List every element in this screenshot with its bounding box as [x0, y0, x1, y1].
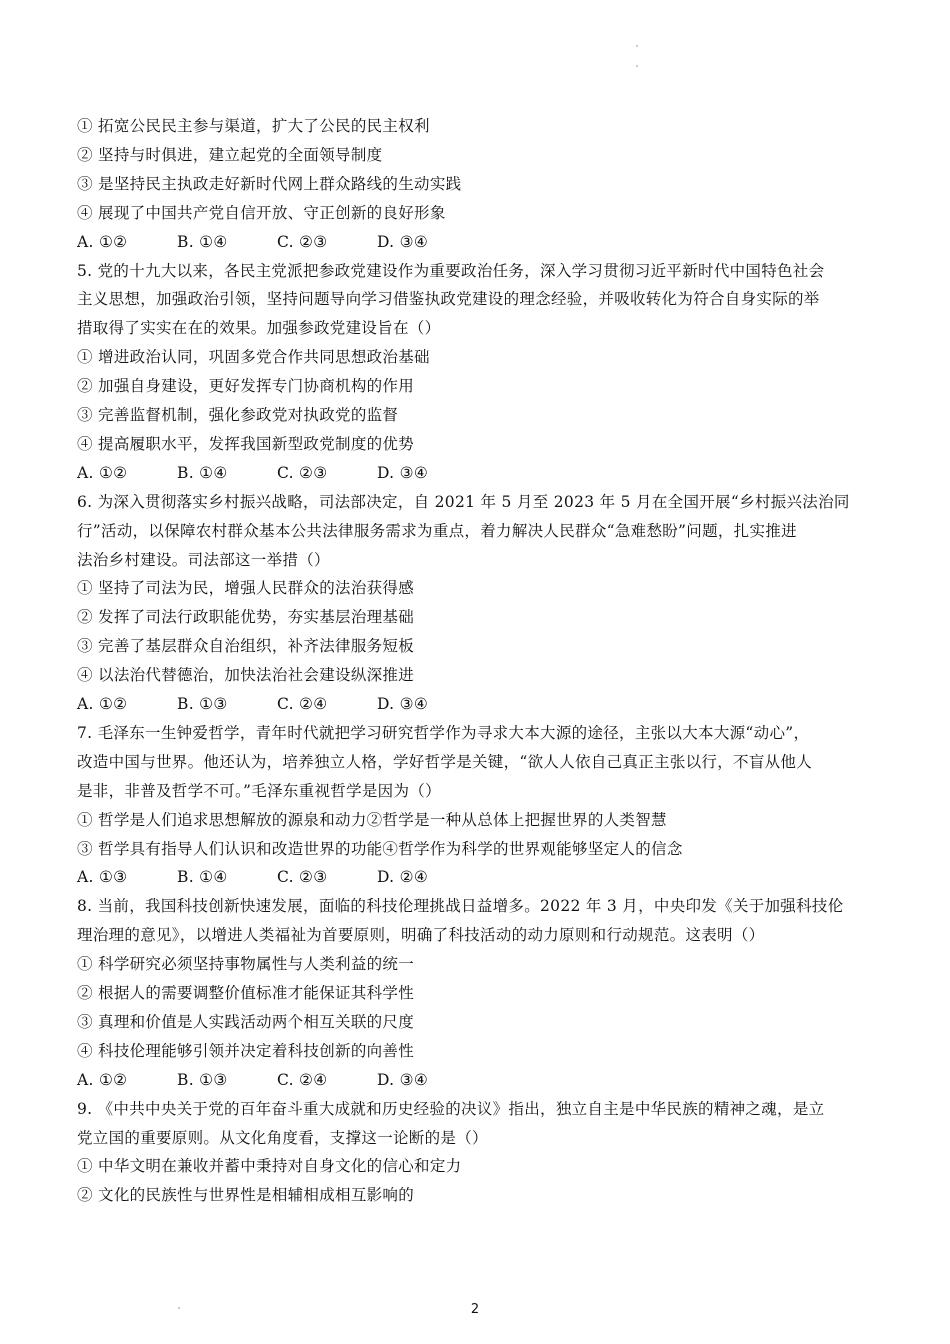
- text-line: 5. 党的十九大以来，各民主党派把参政党建设作为重要政治任务，深入学习贯彻习近平新时代中国特色社会: [77, 261, 825, 280]
- text-line: ④ 提高履职水平，发挥我国新型政党制度的优势: [77, 434, 415, 453]
- text-line: ③ 哲学具有指导人们认识和改造世界的功能④哲学作为科学的世界观能够坚定人的信念: [77, 839, 683, 858]
- answer-option: B. ①③: [177, 1070, 228, 1089]
- text-line: ① 坚持了司法为民，增强人民群众的法治获得感: [77, 579, 415, 598]
- answer-option: A. ①②: [77, 695, 128, 713]
- answer-options: [77, 228, 877, 257]
- answer-options: [77, 459, 877, 488]
- scan-speck: [636, 65, 638, 67]
- text-line: 8. 当前，我国科技创新快速发展，面临的科技伦理挑战日益增多。2022 年 3 月，中央印发《关于加强科技伦: [77, 897, 844, 916]
- answer-option: C. ②④: [277, 1070, 328, 1089]
- text-line: ① 拓宽公民民主参与渠道，扩大了公民的民主权利: [77, 117, 430, 135]
- text-line: ④ 展现了中国共产党自信开放、守正创新的良好形象: [77, 203, 446, 222]
- answer-options: [77, 1066, 877, 1095]
- text-line: ④ 以法治代替德治，加快法治社会建设纵深推进: [77, 666, 415, 685]
- text-line: ② 发挥了司法行政职能优势，夯实基层治理基础: [77, 608, 415, 627]
- text-line: ② 文化的民族性与世界性是相辅相成相互影响的: [77, 1186, 415, 1205]
- text-line: ④ 科技伦理能够引领并决定着科技创新的向善性: [77, 1041, 415, 1060]
- text-line: 改造中国与世界。他还认为，培养独立人格，学好哲学是关键，“欲人人依自己真正主张以行，不盲从他人: [77, 752, 813, 771]
- text-line: 行”活动，以保障农村群众基本公共法律服务需求为重点，着力解决人民群众“急难愁盼”问题，扎实推进: [77, 521, 797, 540]
- answer-option: B. ①④: [177, 868, 228, 887]
- text-line: ① 哲学是人们追求思想解放的源泉和动力②哲学是一种从总体上把握世界的人类智慧: [77, 810, 667, 829]
- answer-option: A. ①③: [77, 868, 128, 887]
- text-line: ② 加强自身建设，更好发挥专门协商机构的作用: [77, 377, 415, 396]
- text-line: ③ 完善了基层群众自治组织，补齐法律服务短板: [77, 637, 415, 656]
- answer-option: A. ①②: [77, 463, 128, 482]
- answer-option: D. ③④: [377, 1070, 429, 1089]
- scan-speck: [636, 45, 638, 47]
- text-line: 理治理的意见》，以增进人类福祉为首要原则，明确了科技活动的动力原则和行动规范。这表明（）: [77, 926, 765, 945]
- answer-option: A. ①②: [77, 232, 128, 251]
- answer-option: D. ②④: [377, 868, 429, 887]
- answer-options: [77, 690, 877, 719]
- answer-options: [77, 863, 877, 892]
- answer-option: D. ③④: [377, 463, 429, 482]
- text-line: ③ 是坚持民主执政走好新时代网上群众路线的生动实践: [77, 174, 462, 193]
- text-line: ① 增进政治认同，巩固多党合作共同思想政治基础: [77, 348, 430, 367]
- text-line: 措取得了实实在在的效果。加强参政党建设旨在（）: [77, 319, 441, 338]
- text-line: 6. 为深入贯彻落实乡村振兴战略，司法部决定，自 2021 年 5 月至 2023 年 5 月在全国开展“乡村振兴法治同: [77, 492, 850, 511]
- text-line: 9. 《中共中央关于党的百年奋斗重大成就和历史经验的决议》指出，独立自主是中华民族的精神之魂，是立: [77, 1099, 825, 1118]
- answer-option: D. ③④: [377, 232, 429, 251]
- answer-option: C. ②③: [277, 463, 328, 482]
- text-line: 法治乡村建设。司法部这一举措（）: [77, 550, 330, 569]
- answer-option: C. ②③: [277, 232, 328, 251]
- text-line: 7. 毛泽东一生钟爱哲学，青年时代就把学习研究哲学作为寻求大本大源的途径，主张以大本大源“动心”，: [77, 723, 810, 742]
- answer-option: D. ③④: [377, 695, 429, 713]
- text-line: 党立国的重要原则。从文化角度看，支撑这一论断的是（）: [77, 1128, 488, 1147]
- answer-option: B. ①④: [177, 232, 228, 251]
- text-line: ① 科学研究必须坚持事物属性与人类利益的统一: [77, 955, 415, 974]
- answer-option: B. ①④: [177, 463, 228, 482]
- text-line: ③ 完善监督机制，强化参政党对执政党的监督: [77, 406, 399, 424]
- text-line: ② 根据人的需要调整价值标准才能保证其科学性: [77, 984, 415, 1002]
- text-line: 主义思想，加强政治引领，坚持问题导向学习借鉴执政党建设的理念经验，并吸收转化为符合自身实际的举: [77, 290, 820, 309]
- page-number: 2: [470, 1302, 480, 1317]
- answer-option: C. ②④: [277, 695, 328, 713]
- text-line: ① 中华文明在兼收并蓄中秉持对自身文化的信心和定力: [77, 1157, 462, 1176]
- text-line: ② 坚持与时俱进，建立起党的全面领导制度: [77, 145, 383, 164]
- text-line: ③ 真理和价值是人实践活动两个相互关联的尺度: [77, 1012, 415, 1031]
- answer-option: B. ①③: [177, 695, 228, 713]
- answer-option: C. ②③: [277, 868, 328, 887]
- text-line: 是非，非普及哲学不可。”毛泽东重视哲学是因为（）: [77, 781, 441, 800]
- answer-option: A. ①②: [77, 1070, 128, 1089]
